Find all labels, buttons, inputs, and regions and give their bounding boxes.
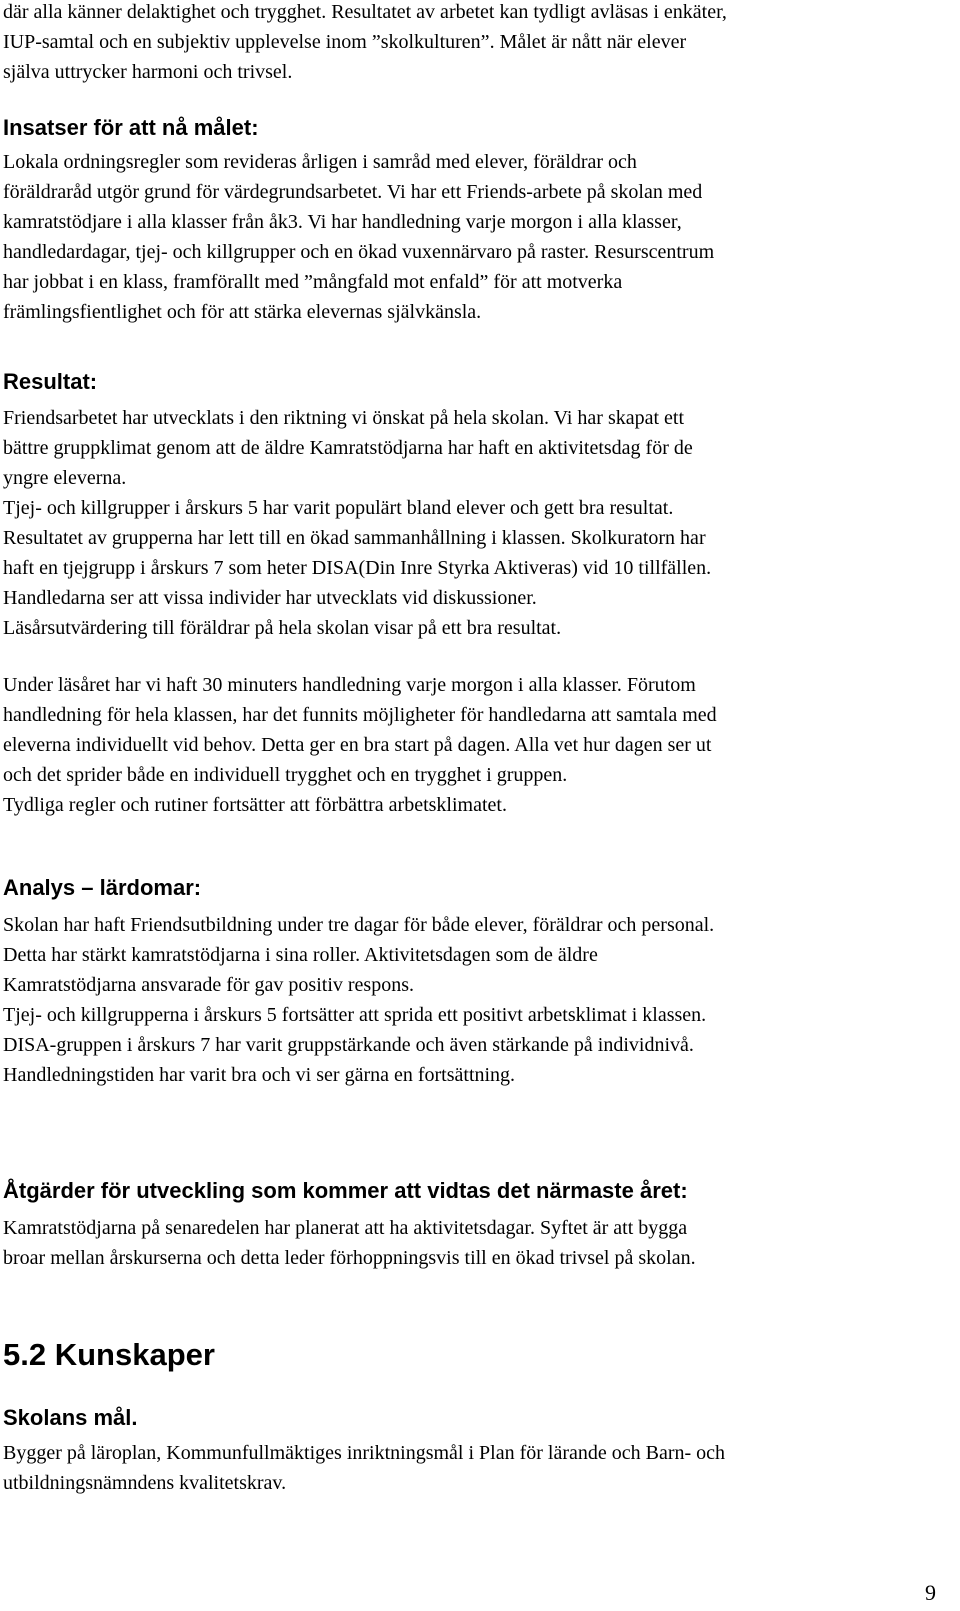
kunskaper-section-title: 5.2 Kunskaper xyxy=(3,1337,215,1372)
skolans-mal-paragraph: Bygger på läroplan, Kommunfullmäktiges inriktningsmål i Plan för lärande och Barn- och utbildningsnämndens kvalitetskrav. xyxy=(3,1442,726,1494)
intro-paragraph: där alla känner delaktighet och trygghet. Resultatet av arbetet kan tydligt avläsas i enkäter, IUP-samtal och en subjektiv upplevelse inom ”skolkulturen”. Målet är nått när elever själva uttrycker harmoni och trivsel. xyxy=(3,1,727,83)
insatser-heading: Insatser för att nå målet: xyxy=(3,115,259,140)
resultat-paragraph-1: Friendsarbetet har utvecklats i den riktning vi önskat på hela skolan. Vi har skapat ett bättre gruppklimat genom att de äldre Kamratstödjarna har haft en aktivitetsdag för de yngre eleverna. Tjej- och killgrupper i årskurs 5 har varit populärt bland elever och gett bra resultat. Resultatet av grupperna har lett till en ökad sammanhållning i klassen. Skolkuratorn har haft en tjejgrupp i årskurs 7 som heter DISA(Din Inre Styrka Aktiveras) vid 10 tillfällen. Handledarna ser att vissa individer har utvecklats vid diskussioner. Läsårsutvärdering till föräldrar på hela skolan visar på ett bra resultat. xyxy=(3,407,712,639)
skolans-mal-heading: Skolans mål. xyxy=(3,1405,138,1430)
resultat-paragraph-2: Under läsåret har vi haft 30 minuters handledning varje morgon i alla klasser. Förutom handledning för hela klassen, har det funnits möjligheter för handledarna att samtala med eleverna individuellt vid behov. Detta ger en bra start på dagen. Alla vet hur dagen ser ut och det sprider både en individuell trygghet och en trygghet i gruppen. Tydliga regler och rutiner fortsätter att förbättra arbetsklimatet. xyxy=(3,674,717,816)
analys-paragraph: Skolan har haft Friendsutbildning under tre dagar för både elever, föräldrar och personal. Detta har stärkt kamratstödjarna i sina roller. Aktivitetsdagen som de äldre Kamratstödjarna ansvarade för gav positiv respons. Tjej- och killgrupperna i årskurs 5 fortsätter att sprida ett positivt arbetsklimat i klassen. DISA-gruppen i årskurs 7 har varit gruppstärkande och även stärkande på individnivå. Handledningstiden har varit bra och vi ser gärna en fortsättning. xyxy=(3,914,715,1086)
resultat-heading: Resultat: xyxy=(3,369,98,394)
atgarder-heading: Åtgärder för utveckling som kommer att vidtas det närmaste året: xyxy=(3,1178,688,1203)
page-number: 9 xyxy=(925,1580,936,1605)
insatser-paragraph: Lokala ordningsregler som revideras årligen i samråd med elever, föräldrar och föräldraråd utgör grund för värdegrundsarbetet. Vi har ett Friends-arbete på skolan med kamratstödjare i alla klasser från åk3. Vi har handledning varje morgon i alla klasser, handledardagar, tjej- och killgrupper och en ökad vuxennärvaro på raster. Resurscentrum har jobbat i en klass, framförallt med ”mångfald mot enfald” för att motverka främlingsfientlighet och för att stärka elevernas självkänsla. xyxy=(3,151,715,323)
analys-heading: Analys – lärdomar: xyxy=(3,875,202,900)
atgarder-paragraph: Kamratstödjarna på senaredelen har planerat att ha aktivitetsdagar. Syftet är att bygga broar mellan årskurserna och detta leder förhoppningsvis till en ökad trivsel på skolan. xyxy=(3,1217,696,1269)
